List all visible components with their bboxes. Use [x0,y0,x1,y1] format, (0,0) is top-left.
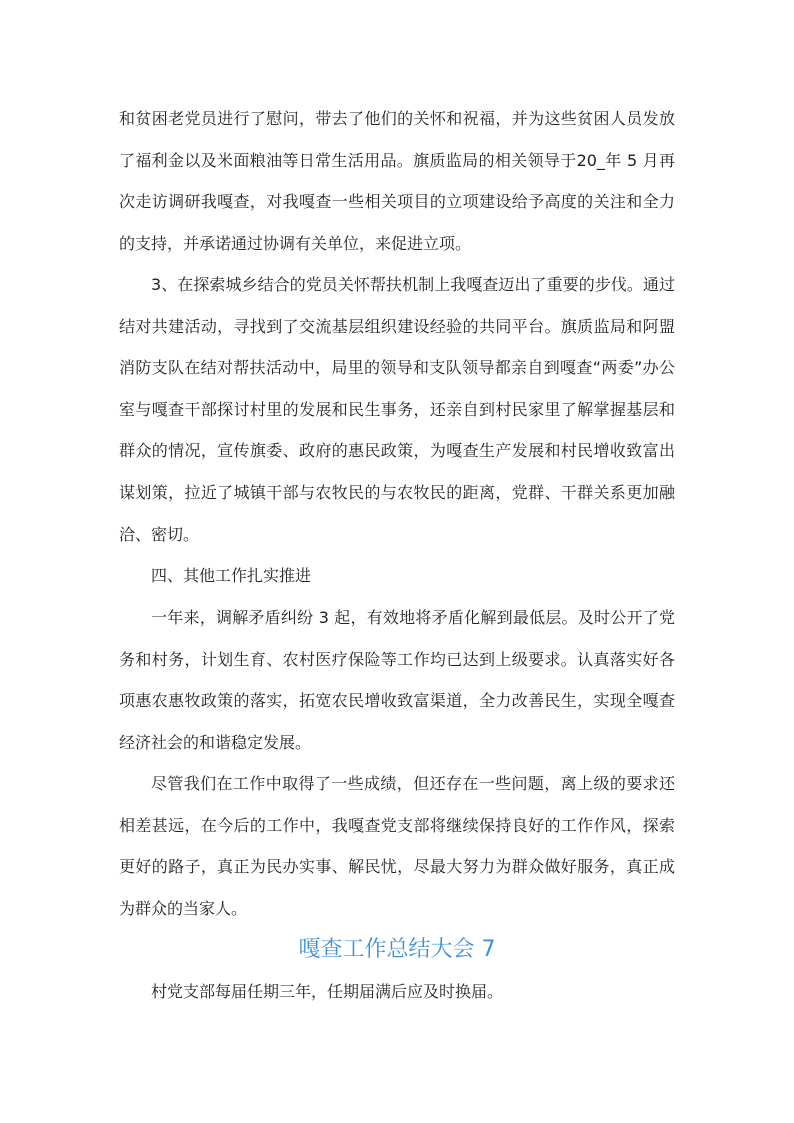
paragraph-dispute-mediation: 一年来，调解矛盾纠纷 3 起，有效地将矛盾化解到最低层。及时公开了党务和村务，计划生育、农村医疗保险等工作均已达到上级要求。认真落实好各项惠农惠牧政策的落实，拓宽农民增收致富渠道，全力改善民生，实现全嘎查经济社会的和谐稳定发展。 [119,608,675,752]
paragraph-relief-visits: 和贫困老党员进行了慰问，带去了他们的关怀和祝福，并为这些贫困人员发放了福利金以及米面粮油等日常生活用品。旗质监局的相关领导于20_年 5 月再次走访调研我嘎查，对我嘎查一些相关项目的立项建设给予高度的关注和全力的支持，并承诺通过协调有关单位，来促进立项。 [119,109,675,253]
paragraph-shortcomings: 尽管我们在工作中取得了一些成绩，但还存在一些问题，离上级的要求还相差甚远，在今后的工作中，我嘎查党支部将继续保持良好的工作作风，探索更好的路子，真正为民办实事、解民忧，尽最大努力为群众做好服务，真正成为群众的当家人。 [119,774,675,918]
paragraph-party-care-mechanism: 3、在探索城乡结合的党员关怀帮扶机制上我嘎查迈出了重要的步伐。通过结对共建活动，寻找到了交流基层组织建设经验的共同平台。旗质监局和阿盟消防支队在结对帮扶活动中，局里的领导和支队领导都亲自到嘎查“两委”办公室与嘎查干部探讨村里的发展和民生事务，还亲自到村民家里了解掌握基层和群众的情况，宣传旗委、政府的惠民政策，为嘎查生产发展和村民增收致富出谋划策，拉近了城镇干部与农牧民的与农牧民的距离，党群、干群关系更加融洽、密切。 [119,275,675,544]
paragraph-section-heading-other-work: 四、其他工作扎实推进 [151,566,312,585]
paragraph-branch-term: 村党支部每届任期三年，任期届满后应及时换届。 [151,982,504,1001]
section-title: 嘎查工作总结大会 7 [298,937,496,962]
